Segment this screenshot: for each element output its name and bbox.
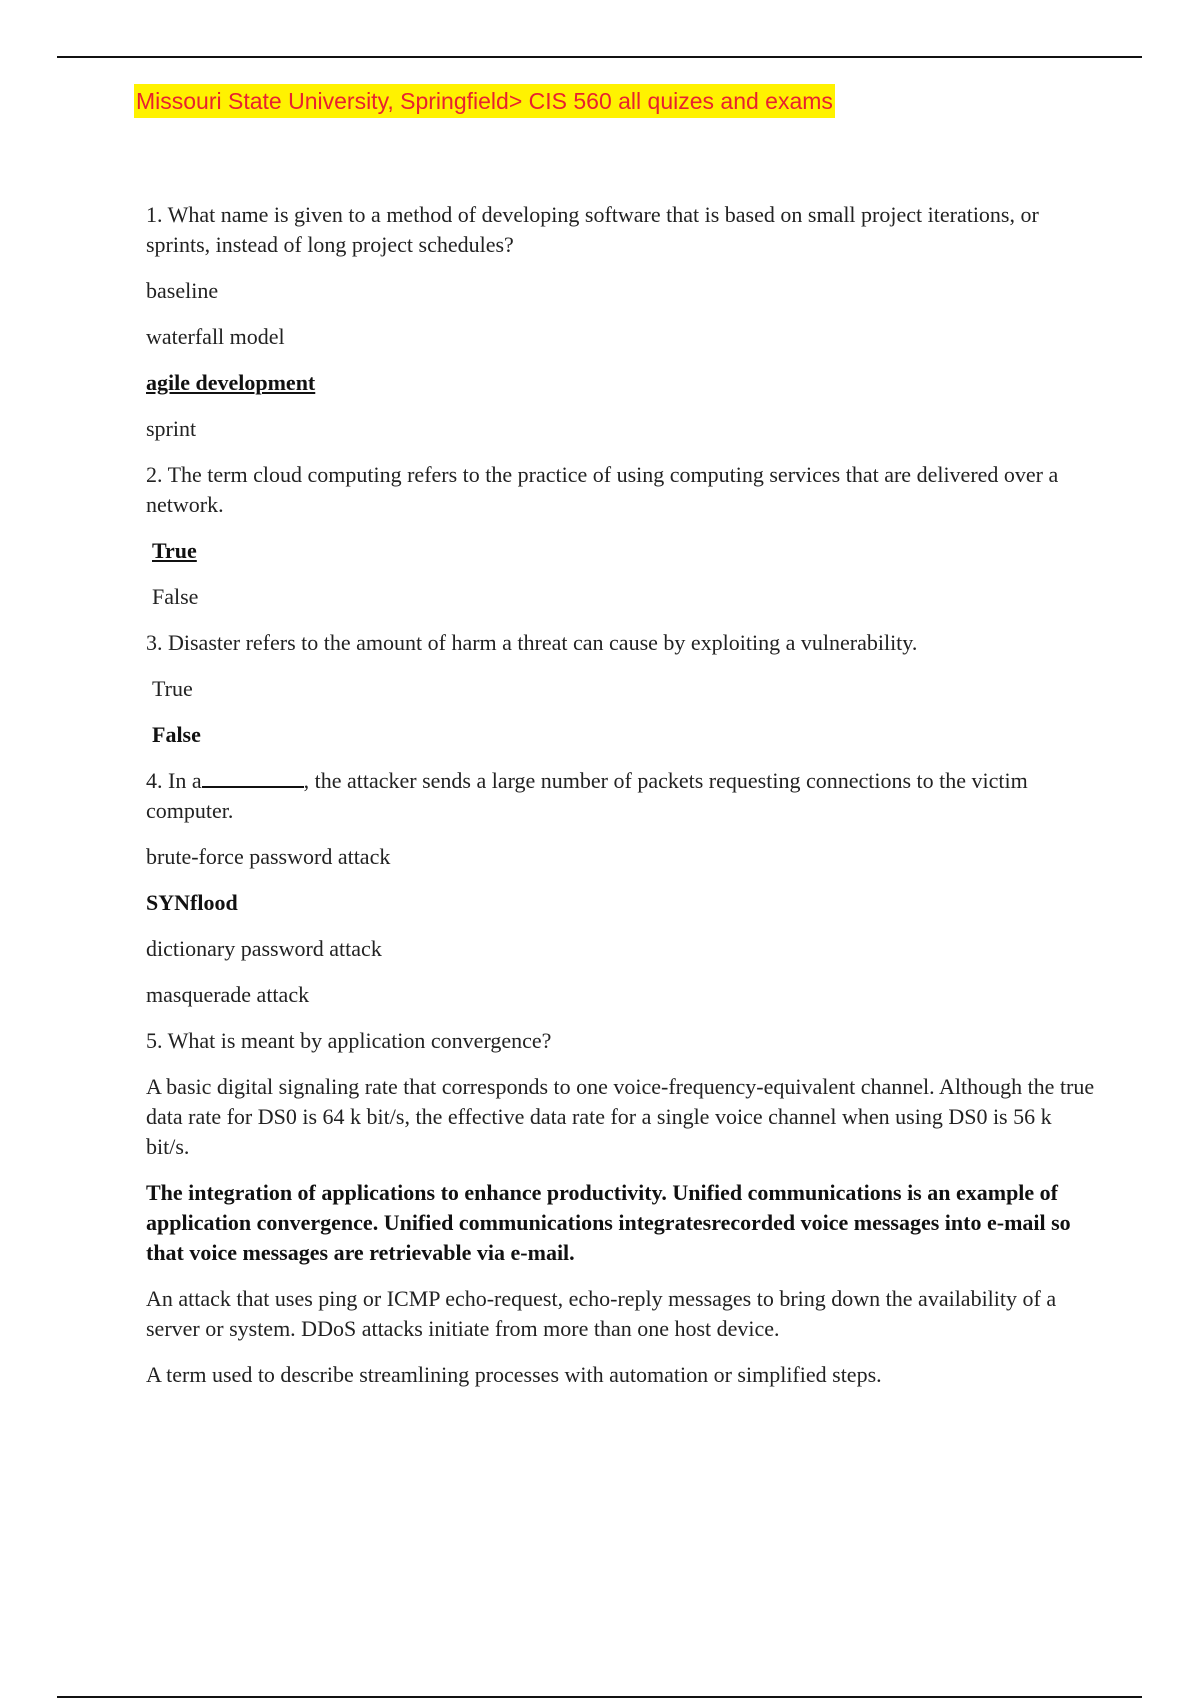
q1-option-2: waterfall model <box>146 324 285 349</box>
q4-option-4: masquerade attack <box>146 982 310 1007</box>
q5-option-2-answer: The integration of applications to enhance productivity. Unified communications is an example of application convergence. Unified communications integratesrecorded voice messages into e-mail so that voice messages are retrievable via e-mail. <box>146 1180 1071 1265</box>
q4-option-2-answer: SYNflood <box>146 890 238 915</box>
question-4-suffix: , the attacker sends a large number of packets requesting connections to the victim computer. <box>146 768 1028 823</box>
q5-option-1: A basic digital signaling rate that corresponds to one voice-frequency-equivalent channel. Although the true data rate for DS0 is 64 k bit/s, the effective data rate for a single voice channel when using DS0 is 56 k bit/s. <box>146 1074 1095 1159</box>
question-4 <box>146 766 1096 826</box>
q1-option-1: baseline <box>146 278 219 303</box>
fill-in-blank <box>202 766 304 788</box>
question-4-prefix: 4. In a <box>146 768 202 793</box>
top-rule <box>57 56 1142 58</box>
q1-option-3-answer: agile development <box>146 370 316 395</box>
q4-option-1: brute-force password attack <box>146 844 391 869</box>
q5-option-4: A term used to describe streamlining processes with automation or simplified steps. <box>146 1362 882 1387</box>
document-header: Missouri State University, Springfield> CIS 560 all quizes and exams <box>134 84 835 118</box>
question-2: 2. The term cloud computing refers to the practice of using computing services that are delivered over a network. <box>146 462 1059 517</box>
quiz-content <box>146 200 1096 1406</box>
question-1: 1. What name is given to a method of developing software that is based on small project iterations, or sprints, instead of long project schedules? <box>146 202 1039 257</box>
q3-option-false-answer: False <box>152 722 201 747</box>
q4-option-3: dictionary password attack <box>146 936 382 961</box>
q3-option-true: True <box>152 676 193 701</box>
q2-option-true-answer: True <box>152 538 197 563</box>
question-3: 3. Disaster refers to the amount of harm a threat can cause by exploiting a vulnerability. <box>146 630 918 655</box>
bottom-rule <box>57 1696 1142 1698</box>
question-5: 5. What is meant by application convergence? <box>146 1028 552 1053</box>
q1-option-4: sprint <box>146 416 197 441</box>
q5-option-3: An attack that uses ping or ICMP echo-request, echo-reply messages to bring down the availability of a server or system. DDoS attacks initiate from more than one host device. <box>146 1286 1057 1341</box>
q2-option-false: False <box>152 584 199 609</box>
